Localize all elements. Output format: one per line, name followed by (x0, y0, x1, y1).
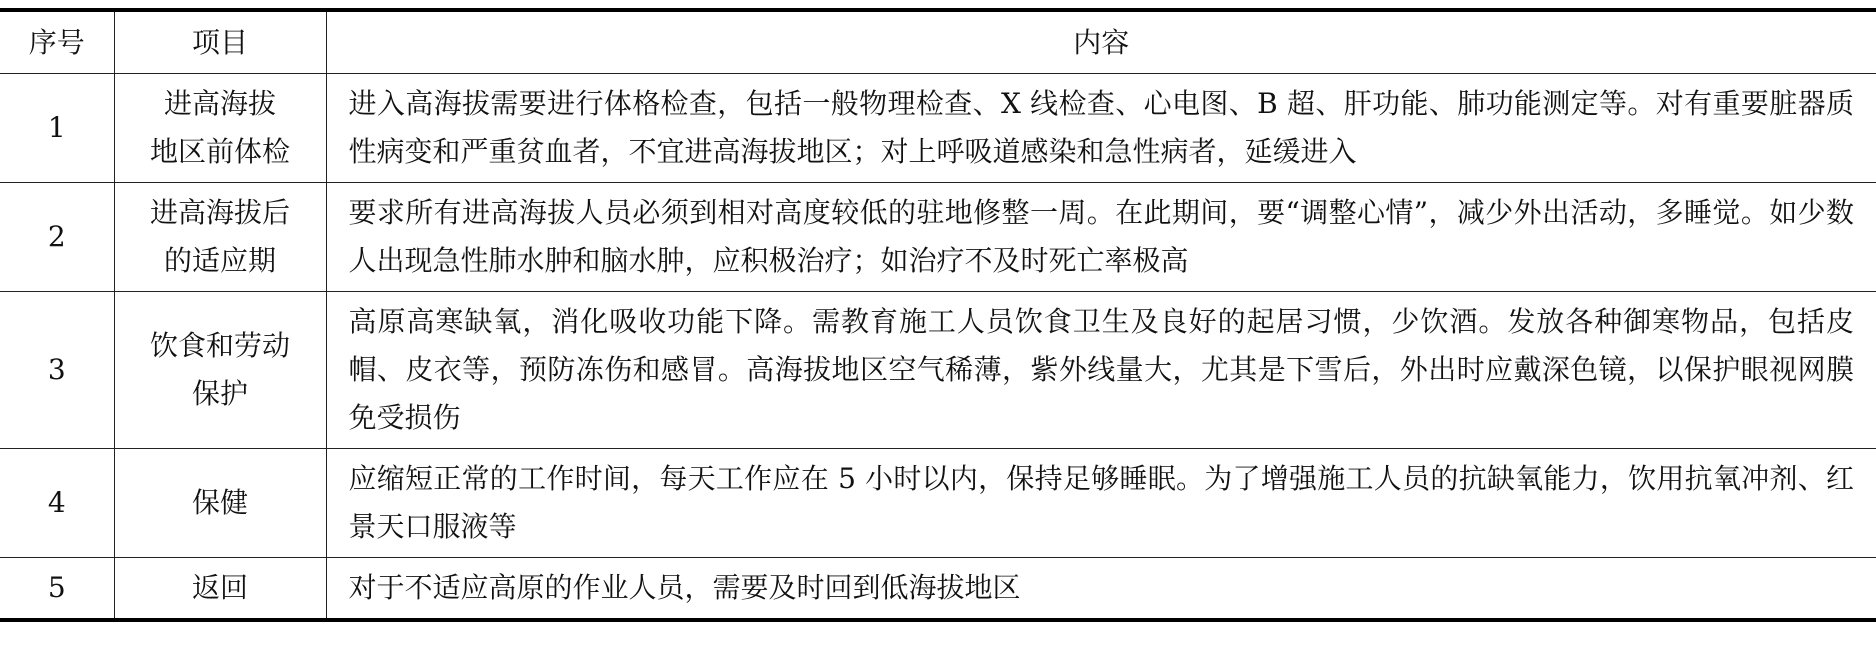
row-number: 3 (0, 292, 114, 449)
row-item (114, 183, 326, 292)
row-item-line: 的适应期 (163, 244, 276, 277)
row-content: 进入高海拔需要进行体格检查，包括一般物理检查、X 线检查、心电图、B 超、肝功能、肺功能测定等。对有重要脏器质性病变和严重贫血者，不宜进高海拔地区；对上呼吸道感染和急性病者，延缓进入 (326, 74, 1876, 183)
row-number: 4 (0, 449, 114, 558)
row-item-line: 保护 (191, 377, 248, 410)
health-measures-table (0, 8, 1876, 622)
table-row (0, 74, 1876, 183)
row-item (114, 292, 326, 449)
table-header-row (0, 10, 1876, 74)
row-number: 5 (0, 558, 114, 621)
row-content: 要求所有进高海拔人员必须到相对高度较低的驻地修整一周。在此期间，要“调整心情”，减少外出活动，多睡觉。如少数人出现急性肺水肿和脑水肿，应积极治疗；如治疗不及时死亡率极高 (326, 183, 1876, 292)
table-row (0, 558, 1876, 621)
row-item (114, 449, 326, 558)
row-content: 对于不适应高原的作业人员，需要及时回到低海拔地区 (326, 558, 1876, 621)
row-item (114, 558, 326, 621)
header-serial-number: 序号 (0, 10, 114, 74)
header-content: 内容 (326, 10, 1876, 74)
table-row (0, 292, 1876, 449)
row-item-line: 保健 (191, 486, 248, 519)
table-row (0, 449, 1876, 558)
row-item-line: 进高海拔 (163, 87, 276, 120)
row-item (114, 74, 326, 183)
row-item-line: 返回 (191, 571, 248, 604)
header-item: 项目 (114, 10, 326, 74)
row-item-line: 进高海拔后 (149, 196, 290, 229)
table-row (0, 183, 1876, 292)
row-item-line: 饮食和劳动 (149, 329, 290, 362)
row-number: 1 (0, 74, 114, 183)
row-content: 高原高寒缺氧，消化吸收功能下降。需教育施工人员饮食卫生及良好的起居习惯，少饮酒。发放各种御寒物品，包括皮帽、皮衣等，预防冻伤和感冒。高海拔地区空气稀薄，紫外线量大，尤其是下雪后，外出时应戴深色镜，以保护眼视网膜免受损伤 (326, 292, 1876, 449)
row-number: 2 (0, 183, 114, 292)
row-item-line: 地区前体检 (149, 135, 290, 168)
row-content: 应缩短正常的工作时间，每天工作应在 5 小时以内，保持足够睡眠。为了增强施工人员的抗缺氧能力，饮用抗氧冲剂、红景天口服液等 (326, 449, 1876, 558)
